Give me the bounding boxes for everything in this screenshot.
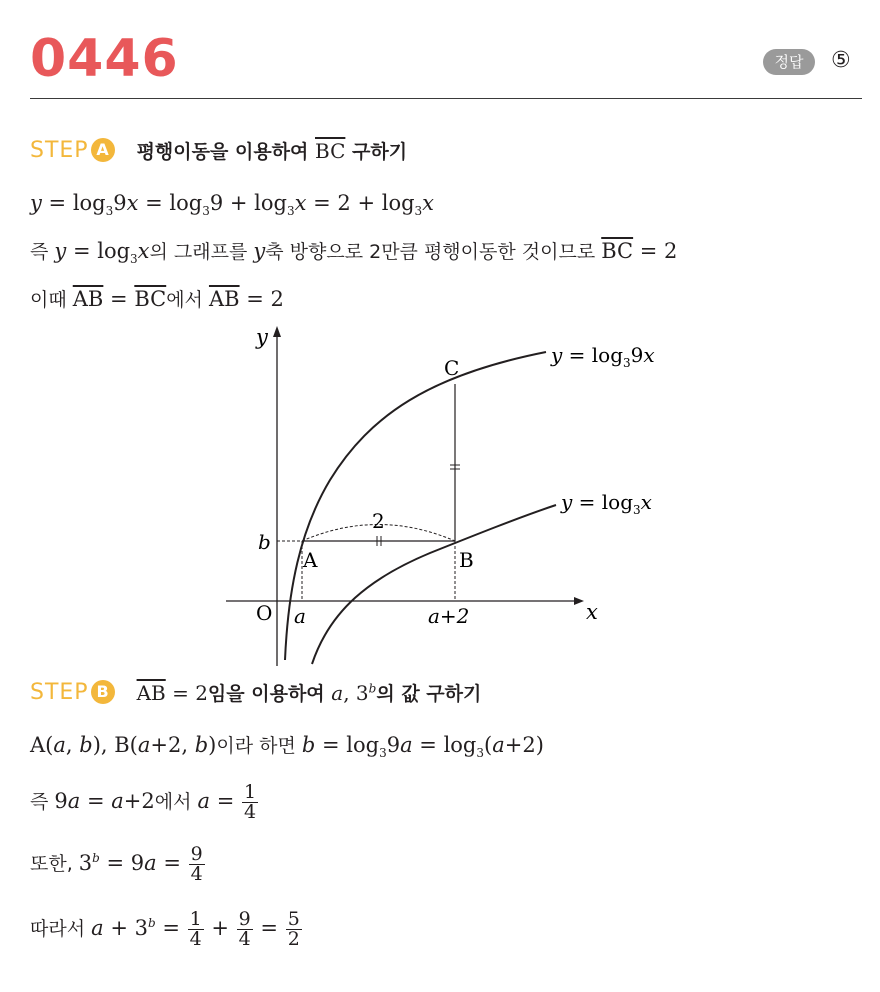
log-base: 3 [414,204,423,219]
equation-line-b1 [30,730,544,761]
var: a [91,916,104,940]
segment-bc: $\overline{BC}$ [315,138,346,163]
text: 즉 [30,791,55,813]
text: = 9 [99,851,145,875]
denominator: 2 [287,928,300,950]
step-label: STEP [30,137,89,163]
problem-number: 0446 [30,29,179,89]
text: 임을 이용하여 [207,682,332,705]
fraction [188,910,204,949]
a-label: a [294,604,306,628]
text: +2) [504,733,544,757]
step-letter-circle: A [91,138,115,162]
text: 만큼 평행이동한 것이므로 [381,241,602,263]
var: b [194,733,209,757]
var: a [53,733,66,757]
text: , 3 [343,680,369,705]
text: = [253,916,285,940]
text: 이때 [30,289,73,311]
fraction [189,845,205,884]
text: = 2 [633,239,678,263]
text: = [210,789,241,813]
step-title [137,679,482,706]
text: 9 [113,191,127,215]
point-a-label: A [303,548,318,572]
curve-log3-x [312,505,556,664]
numerator: 1 [244,781,257,803]
segment-bc: $\overline{BC}$ [601,239,634,263]
text: 또한, [30,853,79,875]
text: 의 값 구하기 [376,682,482,705]
numerator: 5 [287,908,300,930]
segment-ab: $\overline{AB}$ [136,680,166,705]
fraction [286,910,302,949]
text: 9 [386,733,401,757]
step-b-heading [30,676,481,708]
text: A( [30,733,54,757]
var: b [301,733,316,757]
var: y [30,191,42,215]
var: a [144,851,157,875]
text: +2 [123,789,155,813]
log-base: 3 [105,204,114,219]
fraction [237,910,253,949]
text: = log [41,191,106,215]
segment-bc: $\overline{BC}$ [134,287,167,311]
text: 축 방향으로 [265,241,370,263]
text: 에서 [166,289,209,311]
exponent: b [92,851,100,865]
text: + 3 [103,916,148,940]
text: = [80,789,112,813]
denominator: 4 [244,801,257,823]
text: ( [484,733,493,757]
y-axis-label: y [256,325,268,349]
point-b-label: B [459,548,474,572]
step-label: STEP [30,679,89,705]
fraction [242,783,258,822]
text: = log [138,191,203,215]
a-plus-2-label: a+2 [428,604,470,628]
log-base: 3 [379,746,387,761]
var: a [111,789,124,813]
curve-log3-x-label: $y = \log_3x$ [561,490,652,517]
var: a [331,680,344,705]
text: 즉 [30,241,55,263]
text: 에서 [154,791,198,813]
text: 2 [369,241,382,263]
text: 9 [54,789,68,813]
denominator: 4 [189,928,202,950]
text: = [103,287,135,311]
var: x [126,191,139,215]
numerator: 1 [189,908,202,930]
equation-line-b2 [30,783,259,822]
var: a [137,733,151,757]
exponent: b [147,916,156,930]
x-axis-arrow [574,597,584,605]
x-axis-label: x [586,600,598,624]
point-c-label: C [444,356,460,380]
log-base: 3 [202,204,210,219]
var: y [54,239,67,263]
text: = 2 [165,680,208,705]
text: 따라서 [30,918,92,940]
text: 이라 하면 [216,735,302,757]
distance-label: 2 [372,509,385,533]
text: ) [208,733,217,757]
var: b [79,733,93,757]
text: , [65,733,80,757]
answer-badge: 정답 [763,49,815,75]
var: y [253,239,266,263]
text: = log [66,239,131,263]
numerator: 9 [190,843,203,865]
segment-ab: $\overline{AB}$ [208,287,240,311]
origin-label: O [256,601,273,625]
answer-value: ⑤ [831,48,851,73]
step-title-text: 평행이동을 이용하여 [136,140,315,163]
equation-line-b3 [30,845,206,884]
log-base: 3 [476,746,485,761]
text: = log [412,733,477,757]
segment-ab: $\overline{AB}$ [72,287,104,311]
var: a [492,733,505,757]
text: = [155,916,187,940]
text: = [156,851,188,875]
text: = log [315,733,380,757]
exponent: b [368,681,377,696]
log-base: 3 [130,252,138,267]
curve-log3-9x-label: $y = \log_39x$ [551,343,655,370]
text: 3 [78,851,93,875]
log-base: 3 [286,204,295,219]
numerator: 9 [238,908,251,930]
step-title-text-end: 구하기 [345,140,408,163]
equation-line-b4 [30,910,303,949]
var: x [294,191,307,215]
var: x [137,239,150,263]
step-letter-circle: B [91,680,115,704]
text: = 2 [239,287,284,311]
b-label: b [258,530,271,554]
text: 의 그래프를 [149,241,254,263]
denominator: 4 [190,863,203,885]
var: a [400,733,413,757]
text: 9 + log [209,191,287,215]
text: = 2 + log [306,191,415,215]
var: a [197,789,211,813]
curve-log3-9x [285,352,546,660]
y-axis-arrow [273,326,281,337]
denominator: 4 [238,928,251,950]
text: +2, [150,733,195,757]
var: a [67,789,81,813]
text: ), B( [92,733,138,757]
var: x [422,191,435,215]
text: + [204,916,236,940]
